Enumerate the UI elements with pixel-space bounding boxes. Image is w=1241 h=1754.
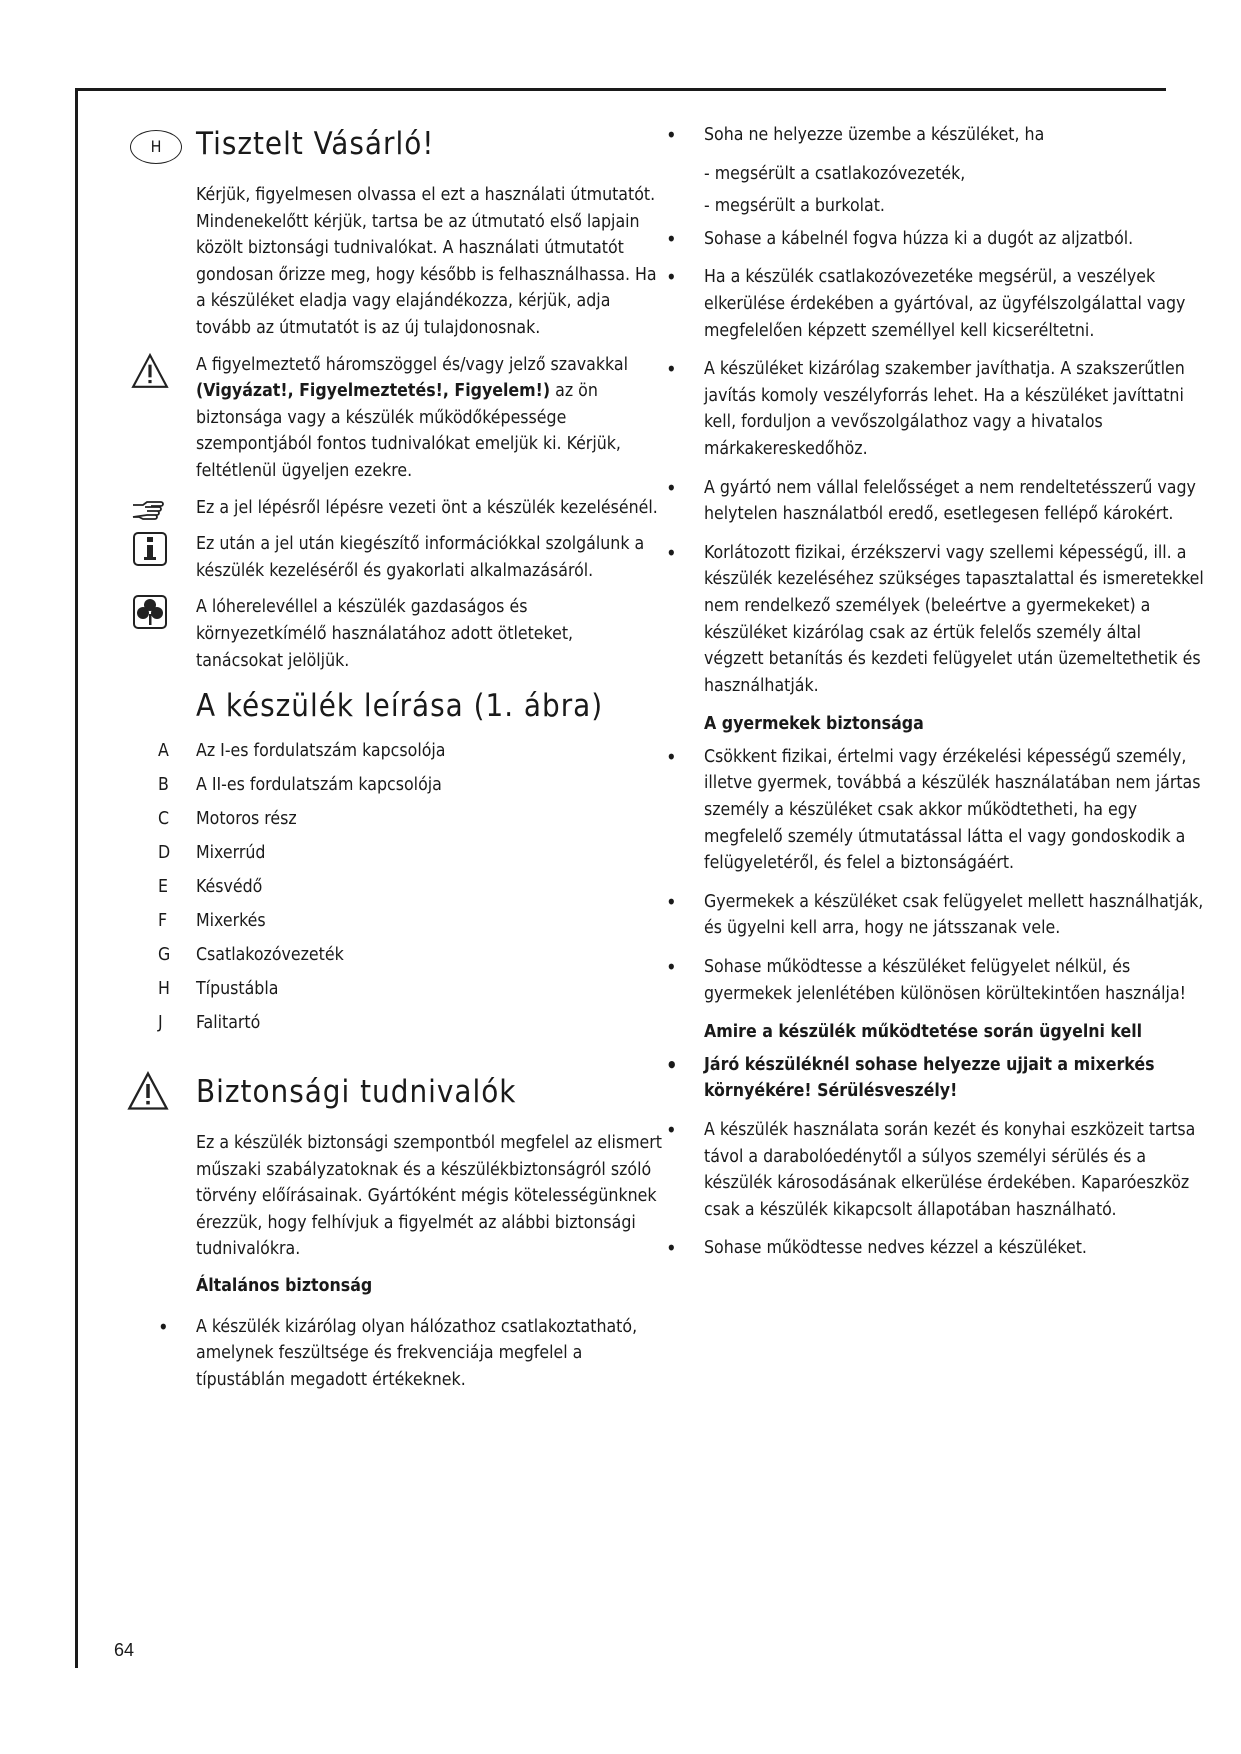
part-label: Típustábla <box>196 979 279 1000</box>
bullet-item: • Csökkent fizikai, értelmi vagy érzékelési képességű személy, illetve gyermek, továbbá a készülék használatában nem jártas személy a készüléket csak akkor működtetheti, ha egy megfelelő személy útmutatással látta el vagy gondoskodik a felügyeletéről, és felel a biztonságáért. <box>704 744 1204 877</box>
part-label: Mixerrúd <box>196 843 266 864</box>
part-label: Az I-es fordulatszám kapcsolója <box>196 741 446 762</box>
bullet-item: • Sohase működtesse a készüléket felügyelet nélkül, és gyermekek jelenlétében különösen körültekintően használja! <box>704 954 1204 1007</box>
warning-triangle-icon <box>130 352 170 390</box>
dash-item: - megsérült a burkolat. <box>704 196 885 217</box>
warning-keywords: (Vigyázat!, Figyelmeztetés!, Figyelem!) <box>196 381 551 402</box>
part-label: A II-es fordulatszám kapcsolója <box>196 775 442 796</box>
bullet-item-bold: • Járó készüléknél sohase helyezze ujjait a mixerkés környékére! Sérülésveszély! <box>704 1052 1204 1105</box>
bullet-item: • A készülék használata során kezét és konyhai eszközeit tartsa távol a darabolóedénytől a súlyos személyi sérülés és a készülék károsodásának elkerülése érdekében. Kaparóeszköz csak a készülék kikapcsolt állapotában használható. <box>704 1117 1204 1223</box>
bullet-item: • Ha a készülék csatlakozóvezetéke megsérül, a veszélyek elkerülése érdekében a gyártóval, az ügyfélszolgálattal vagy megfelelően képzett személlyel kell kicseréltetni. <box>704 264 1204 344</box>
part-letter: E <box>158 877 168 898</box>
info-paragraph: Ez után a jel után kiegészítő információkkal szolgálunk a készülék kezeléséről és gyakorlati alkalmazásáról. <box>196 534 645 581</box>
eco-block <box>196 594 662 674</box>
general-safety-subtitle: Általános biztonság <box>196 1276 373 1297</box>
part-item <box>158 870 662 904</box>
page-number: 64 <box>114 1640 135 1660</box>
part-item <box>158 802 662 836</box>
operation-subtitle: Amire a készülék működtetése során ügyelni kell <box>704 1022 1143 1043</box>
safety-heading-block <box>196 1070 662 1114</box>
hand-paragraph: Ez a jel lépésről lépésre vezeti önt a készülék kezelésénél. <box>196 497 658 518</box>
bullet-item: • Soha ne helyezze üzembe a készüléket, ha <box>704 122 1204 149</box>
part-letter: G <box>158 945 171 966</box>
description-title: A készülék leírása (1. ábra) <box>196 688 604 725</box>
part-item <box>158 768 662 802</box>
part-label: Késvédő <box>196 877 263 898</box>
part-letter: C <box>158 809 170 830</box>
part-item <box>158 938 662 972</box>
part-letter: B <box>158 775 169 796</box>
warning-block <box>196 352 662 485</box>
greeting-block <box>150 122 662 166</box>
part-letter: F <box>158 911 168 932</box>
part-item <box>158 904 662 938</box>
part-item <box>158 836 662 870</box>
info-icon <box>132 531 168 567</box>
hand-block <box>196 495 662 522</box>
safety-intro: Ez a készülék biztonsági szempontból megfelel az elismert műszaki szabályzatoknak és a készülékbiztonságról szóló törvény előírásainak. Gyártóként mégis kötelességünknek érezzük, hogy felhívjuk a figyelmét az alábbi biztonsági tudnivalókra. <box>196 1133 662 1260</box>
bullet-item: • Korlátozott fizikai, érzékszervi vagy szellemi képességű, ill. a készülék kezeléséhez szükséges tapasztalattal és ismeretekkel nem rendelkező személyek (beleértve a gyermekeket) a készüléket kizárólag csak az értük felelős személy által végzett betanítás és kezdeti felügyelet után üzemeltethetik és használhatják. <box>704 540 1204 700</box>
greeting-title: Tisztelt Vásárló! <box>196 126 435 162</box>
language-badge: H <box>130 130 182 164</box>
part-label: Mixerkés <box>196 911 266 932</box>
general-safety-bullet: • A készülék kizárólag olyan hálózathoz csatlakoztatható, amelynek feszültsége és frekvenciája megfelel a típustáblán megadott értékeknek. <box>196 1314 662 1394</box>
part-item <box>158 972 662 1006</box>
bullet-item: • Sohase a kábelnél fogva húzza ki a dugót az aljzatból. <box>704 226 1204 253</box>
safety-title: Biztonsági tudnivalók <box>196 1074 517 1111</box>
left-column <box>150 122 662 1405</box>
bullet-item: • Gyermekek a készüléket csak felügyelet mellett használhatják, és ügyelni kell arra, hogy ne játsszanak vele. <box>704 889 1204 942</box>
intro-paragraph: Kérjük, figyelmesen olvassa el ezt a használati útmutatót. Mindenekelőtt kérjük, tartsa be az útmutató első lapjain közölt biztonsági tudnivalókat. A használati útmutatót gondosan őrizze meg, hogy később is felhasználhassa. Ha a készüléket eladja vagy elajándékozza, kérjük, adja tovább az útmutatót is az új tulajdonosnak. <box>196 185 657 338</box>
frame-top-rule <box>75 88 1166 91</box>
frame-left-rule <box>75 88 78 1668</box>
warning-text-post: az ön biztonsága vagy a készülék működőképessége szempontjából fontos tudnivalókat emeljük ki. Kérjük, feltétlenül ügyeljen ezekre. <box>196 381 621 481</box>
part-item <box>158 1006 662 1040</box>
eco-paragraph: A lóherelevéllel a készülék gazdaságos és környezetkímélő használatához adott ötleteket, tanácsokat jelöljük. <box>196 597 574 671</box>
part-item <box>158 734 662 768</box>
right-column <box>704 122 1204 1274</box>
bullet-item: • Sohase működtesse nedves kézzel a készüléket. <box>704 1235 1204 1262</box>
bullet-item: • A készüléket kizárólag szakember javíthatja. A szakszerűtlen javítás komoly veszélyforrás lehet. Ha a készüléket javíttatni kell, forduljon a vevőszolgálathoz vagy a hivatalos márkakereskedőhöz. <box>704 356 1204 462</box>
pointing-hand-icon <box>130 499 168 523</box>
part-letter: H <box>158 979 170 1000</box>
part-label: Motoros rész <box>196 809 297 830</box>
part-letter: A <box>158 741 169 762</box>
part-label: Falitartó <box>196 1013 261 1034</box>
warning-text-pre: A figyelmeztető háromszöggel és/vagy jelző szavakkal <box>196 354 628 375</box>
part-letter: D <box>158 843 171 864</box>
part-letter: J <box>158 1013 163 1034</box>
warning-paragraph <box>196 352 662 485</box>
warning-triangle-icon <box>126 1070 170 1112</box>
part-label: Csatlakozóvezeték <box>196 945 344 966</box>
dash-item: - megsérült a csatlakozóvezeték, <box>704 163 966 184</box>
info-block <box>196 531 662 584</box>
parts-list <box>158 734 662 1040</box>
bullet-item: • A gyártó nem vállal felelősséget a nem rendeltetésszerű vagy helytelen használatból eredő, esetlegesen fellépő károkért. <box>704 475 1204 528</box>
clover-leaf-icon <box>132 594 168 630</box>
child-safety-subtitle: A gyermekek biztonsága <box>704 714 924 735</box>
